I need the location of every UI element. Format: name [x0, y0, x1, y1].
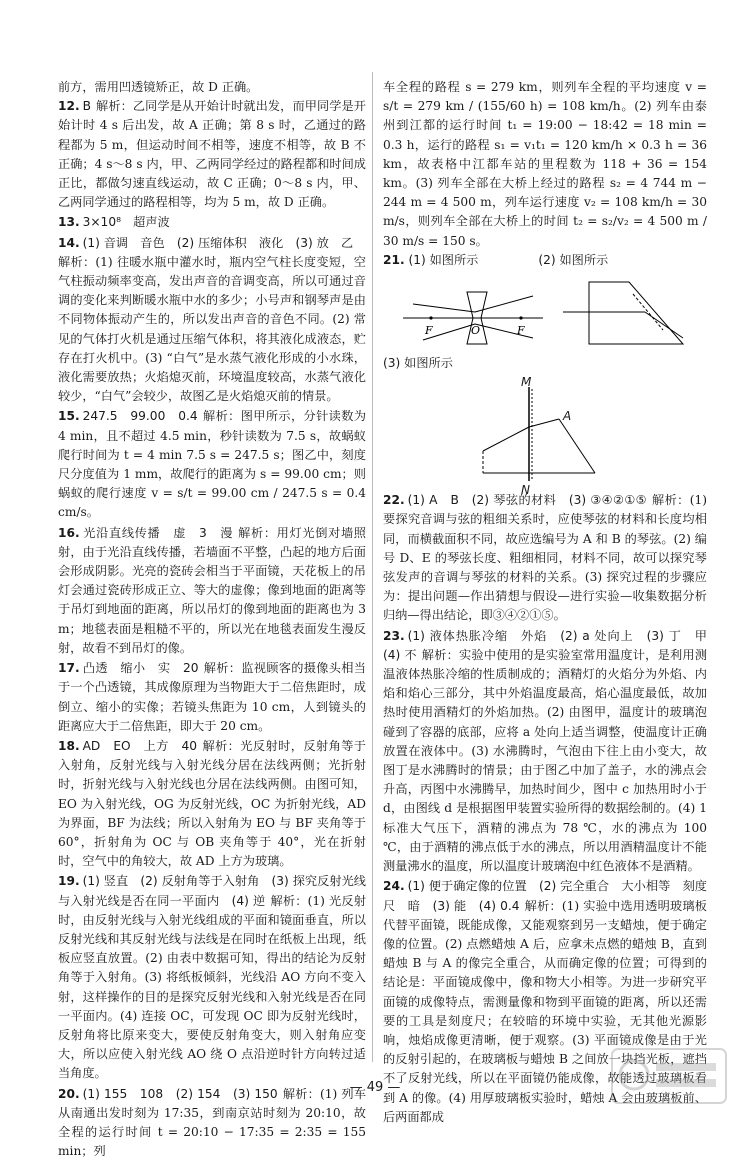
- entry-21: [383, 251, 707, 498]
- entry-number: 13.: [58, 215, 80, 230]
- entry-answer: (1) 音调 音色 (2) 压缩体积 液化 (3) 放 乙: [82, 235, 354, 250]
- entry-23: [383, 627, 720, 877]
- entry-text: 解析：(1) 实验中选用透明玻璃板代替平面镜，既能成像，又能观察到另一支蜡烛，便于确定像的位置。(2) 点燃蜡烛 A 后，应拿未点燃的蜡烛 B，直到蜡烛 B 与 A 的像完全重合，从而确定像的位置；可得到的结论是：平面镜成像中，像和物大小相等。为进一步研究平面镜的成像特点，需测量像和物到平面镜的距离，所以还需要的工具是刻度尺；在较暗的环境中实验，无其他光源影响，烛焰成像更清晰，便于观察。(3) 平面镜成像是由于光的反射引起的，在玻璃板与蜡烛 B 之间放一块挡光板，遮挡不了反射光线，所以在平面镜仍能成像，故能透过玻璃板看到 A 的像。(4) 用厚玻璃板实验时，蜡烛 A 会由玻璃板前、后两面都成: [383, 898, 707, 1124]
- entry-text: 解析：监视顾客的摄像头相当于一个凸透镜，其成像原理为当物距大于二倍焦距时，成倒立、缩小的实像；若镜头焦距为 10 cm，人到镜头的距离应大于二倍焦距，即大于 20 cm。: [58, 661, 366, 733]
- mirror-bottom-label: N: [521, 483, 530, 498]
- entry-20-continued: [383, 78, 707, 251]
- entry-answer: AD EO 上方 40: [82, 738, 198, 753]
- entry-number: 21.: [383, 252, 405, 267]
- mirror-top-label: M: [521, 375, 532, 390]
- figure-caption-3: (3) 如图所示: [383, 356, 453, 371]
- point-a-label: A: [563, 409, 572, 424]
- entry-20: [58, 1085, 366, 1162]
- entry-18: [58, 737, 366, 871]
- entry-11-tail: [58, 78, 366, 97]
- entry-answer: (1) 155 108 (2) 154 (3) 150: [82, 1086, 278, 1101]
- entry-answer: B: [82, 99, 91, 114]
- left-column: [58, 78, 366, 1162]
- entry-answer: (1) 便于确定像的位置 (2) 完全重合 大小相等 刻度尺 暗 (3) 能 (4) 0.4: [383, 879, 707, 913]
- figure-caption-1: (1) 如图所示: [408, 252, 479, 267]
- entry-text: 解析：(1) 要探究音调与弦的粗细关系时，应使琴弦的材料和长度均相同，而横截面积不同，故应选编号为 A 和 B 的琴弦。(2) 编号 D、E 的琴弦长度、粗细相同，材料不同，故可以探究琴弦发声的音调与琴弦的材料的关系。(3) 探究过程的步骤应为：提出问题—作出猜想与假设—进行实验—收集数据分析归纳—得出结论，即③④②①⑤。: [383, 493, 708, 623]
- entry-16: [58, 524, 366, 658]
- entry-14: [58, 234, 366, 407]
- figure-3: [383, 375, 707, 498]
- entry-number: 18.: [58, 738, 80, 753]
- entry-answer: (1) 液体热胀冷缩 外焰 (2) a 处向上 (3) 丁 甲 (4) 不: [383, 628, 720, 662]
- entry-number: 22.: [383, 493, 405, 508]
- right-column: [383, 78, 720, 1128]
- entry-number: 19.: [58, 874, 80, 889]
- entry-text: 解析：(1) 光反射时，由反射光线与入射光线组成的平面和镜面垂直，所以反射光线和其反射光线与法线是在同时在纸板上出现，纸板应竖直放置。(2) 由表中数据可知，得出的结论为反射角等于入射角。(3) 将纸板倾斜，光线沿 AO 方向不变入射，这样操作的目的是探究反射光线和入射光线是否在同一平面内。(4) 连接 OC，可发现 OC 即为反射光线时，反射角将比原来变大，要使反射角变大，则入射角应变大，所以应使入射光线 AO 绕 O 点沿逆时针方向转过适当角度。: [58, 893, 367, 1081]
- entry-answer: 247.5 99.00 0.4: [82, 409, 198, 424]
- entry-answer: 光沿直线传播 虚 3 漫: [82, 525, 234, 540]
- entry-number: 14.: [58, 235, 80, 250]
- entry-22: [383, 491, 707, 625]
- glass-block-diagram: [563, 282, 683, 344]
- entry-17: [58, 659, 366, 736]
- entry-number: 15.: [58, 409, 80, 424]
- entry-15: [58, 407, 366, 522]
- entry-number: 17.: [58, 661, 80, 676]
- entry-number: 23.: [383, 628, 405, 643]
- entry-text: 解析：图甲所示，分针读数为 4 min，且不超过 4.5 min，秒针读数为 7.5 s，故蜗蚁爬行时间为 t = 4 min 7.5 s = 247.5 s；图乙中，刻度尺分度值为 1 mm，故爬行的距离为 s = 99.00 cm；则蜗蚁的爬行速度 v = s/t = 99.00 cm / 247.5 s = 0.4 cm/s。: [58, 409, 367, 520]
- entry-text: 解析：用灯光倒对墙照射，由于光沿直线传播，若墙面不平整，凸起的地方后面会形成阴影。光亮的瓷砖会相当于平面镜，天花板上的吊灯会通过瓷砖形成正立、等大的虚像；像到地面的距离等于吊灯到地面的距离，所以吊灯的像到地面的距离也为 3 m；地毯表面是粗糙不平的，所以光在地毯表面发生漫反射，故看不到吊灯的像。: [58, 525, 366, 655]
- entry-answer: (1) A B (2) 琴弦的材料 (3) ③④②①⑤: [407, 493, 647, 508]
- entry-text: 车全程的路程 s = 279 km，则列车全程的平均速度 v = s/t = 279 km / (155/60 h) = 108 km/h。(2) 列车由泰州到江都的运行时间 t₁ = 19:00 − 18:42 = 18 min = 0.3 h，运行的路程 s₁ = v₁t₁ = 120 km/h × 0.3 h = 36 km，故表格中江都车站的里程数为 118 + 36 = 154 km。(3) 列车全部在大桥上经过的路程 s₂ = 4 744 m − 244 m = 4 500 m，列车运行速度 v₂ = 108 km/h = 30 m/s，则列车全部在大桥上的时间 t₂ = s₂/v₂ = 4 500 m / 30 m/s = 150 s。: [383, 80, 707, 248]
- entry-answer: (1) 竖直 (2) 反射角等于入射角 (3) 探究反射光线与入射光线是否在同一平面内 (4) 逆: [58, 874, 366, 908]
- column-divider: [372, 72, 373, 1062]
- entry-text: 解析：实验中使用的是实验室常用温度计，是利用测温液体热胀冷缩的性质制成的；酒精灯的火焰分为外焰、内焰和焰心三部分，其中外焰温度最高，焰心温度最低，故加热时使用酒精灯的外焰加热。(2) 由图甲，温度计的玻璃泡碰到了容器的底部，应将 a 处向上适当调整，使温度计正确放置在液体中。(3) 水沸腾时，气泡由下往上由小变大，故图丁是水沸腾时的情景；由于图乙中加了盖子，水的沸点会升高，丙图中水沸腾早，加热时间少，图中 c 加热用时小于 d，由图线 d 是根据图甲装置实验所得的数据绘制的。(4) 1 标准大气压下，酒精的沸点为 78 ℃，水的沸点为 100 ℃，由于酒精的沸点低于水的沸点，所以用酒精温度计不能测量沸水的温度，所以温度计玻璃泡中红色液体不是酒精。: [383, 647, 708, 874]
- entry-text: 解析：乙同学是从开始计时就出发，而甲同学是开始计时 4 s 后出发，故 A 正确；第 8 s 时，乙通过的路程都为 5 m，但运动时间不相等，速度不相等，故 B 不正确；4 s～8 s 内，甲、乙两同学经过的路程都和时间成正比，都做匀速直线运动，故 C 正确；0～8 s 内，甲、乙两同学通过的路程相等，均为 5 m，故 D 正确。: [58, 99, 366, 210]
- focal-point-label-right: F: [517, 324, 525, 338]
- entry-19: [58, 872, 366, 1083]
- figure-caption-2: (2) 如图所示: [538, 252, 609, 267]
- entry-number: 24.: [383, 879, 405, 894]
- entry-text: 前方，需用凹透镜矫正，故 D 正确。: [58, 80, 259, 94]
- entry-text: 解析：(1) 列车从南通出发时刻为 17:35，到南京站时刻为 20:10，故全程的运行时间 t = 20:10 − 17:35 = 2:35 = 155 min；列: [58, 1086, 367, 1159]
- entry-text: 解析：光反射时，反射角等于入射角，反射光线与入射光线分居在法线两侧；光折射时，折射光线与入射光线也分居在法线两侧。由图可知，EO 为入射光线，OG 为反射光线，OC 为折射光线，AD 为界面，BF 为法线；所以入射角为 EO 与 BF 夹角等于 60°，折射角为 OC 与 OB 夹角等于 40°，光在折射时，空气中的角较大，故 AD 上方为玻璃。: [58, 738, 366, 869]
- entry-number: 16.: [58, 525, 80, 540]
- plane-mirror-diagram: [383, 377, 707, 489]
- optical-center-label: O: [471, 324, 481, 338]
- entry-number: 20.: [58, 1086, 80, 1101]
- focal-point-label-left: F: [425, 324, 433, 338]
- entry-number: 12.: [58, 99, 80, 114]
- lens-and-prism-diagrams: [383, 274, 707, 352]
- entry-answer: 凸透 缩小 实 20: [82, 661, 199, 676]
- page-number: — 49 —: [349, 1080, 401, 1095]
- entry-12: [58, 97, 366, 212]
- entry-answer: 3×10⁸ 超声波: [82, 215, 170, 230]
- entry-text: 解析：(1) 往暖水瓶中灌水时，瓶内空气柱长度变短，空气柱振动频率变高，发出声音的音调变高，所以可通过音调的变化来判断暖水瓶中水的多少；小号声和钢琴声是由不同物体振动产生的，所以发出声音的音色不同。(2) 常见的气体打火机是通过压缩气体积，将其液化成液态，贮存在打火机中。(3) “白气”是水蒸气液化形成的小水珠，液化需要放热；火焰熄灭前，环境温度较高，水蒸气液化较少，“白气”会较少，故图乙是火焰熄灭前的情景。: [58, 254, 366, 404]
- figures-1-2: [383, 274, 707, 352]
- watermark-logo: [610, 1045, 728, 1107]
- entry-13: [58, 213, 366, 232]
